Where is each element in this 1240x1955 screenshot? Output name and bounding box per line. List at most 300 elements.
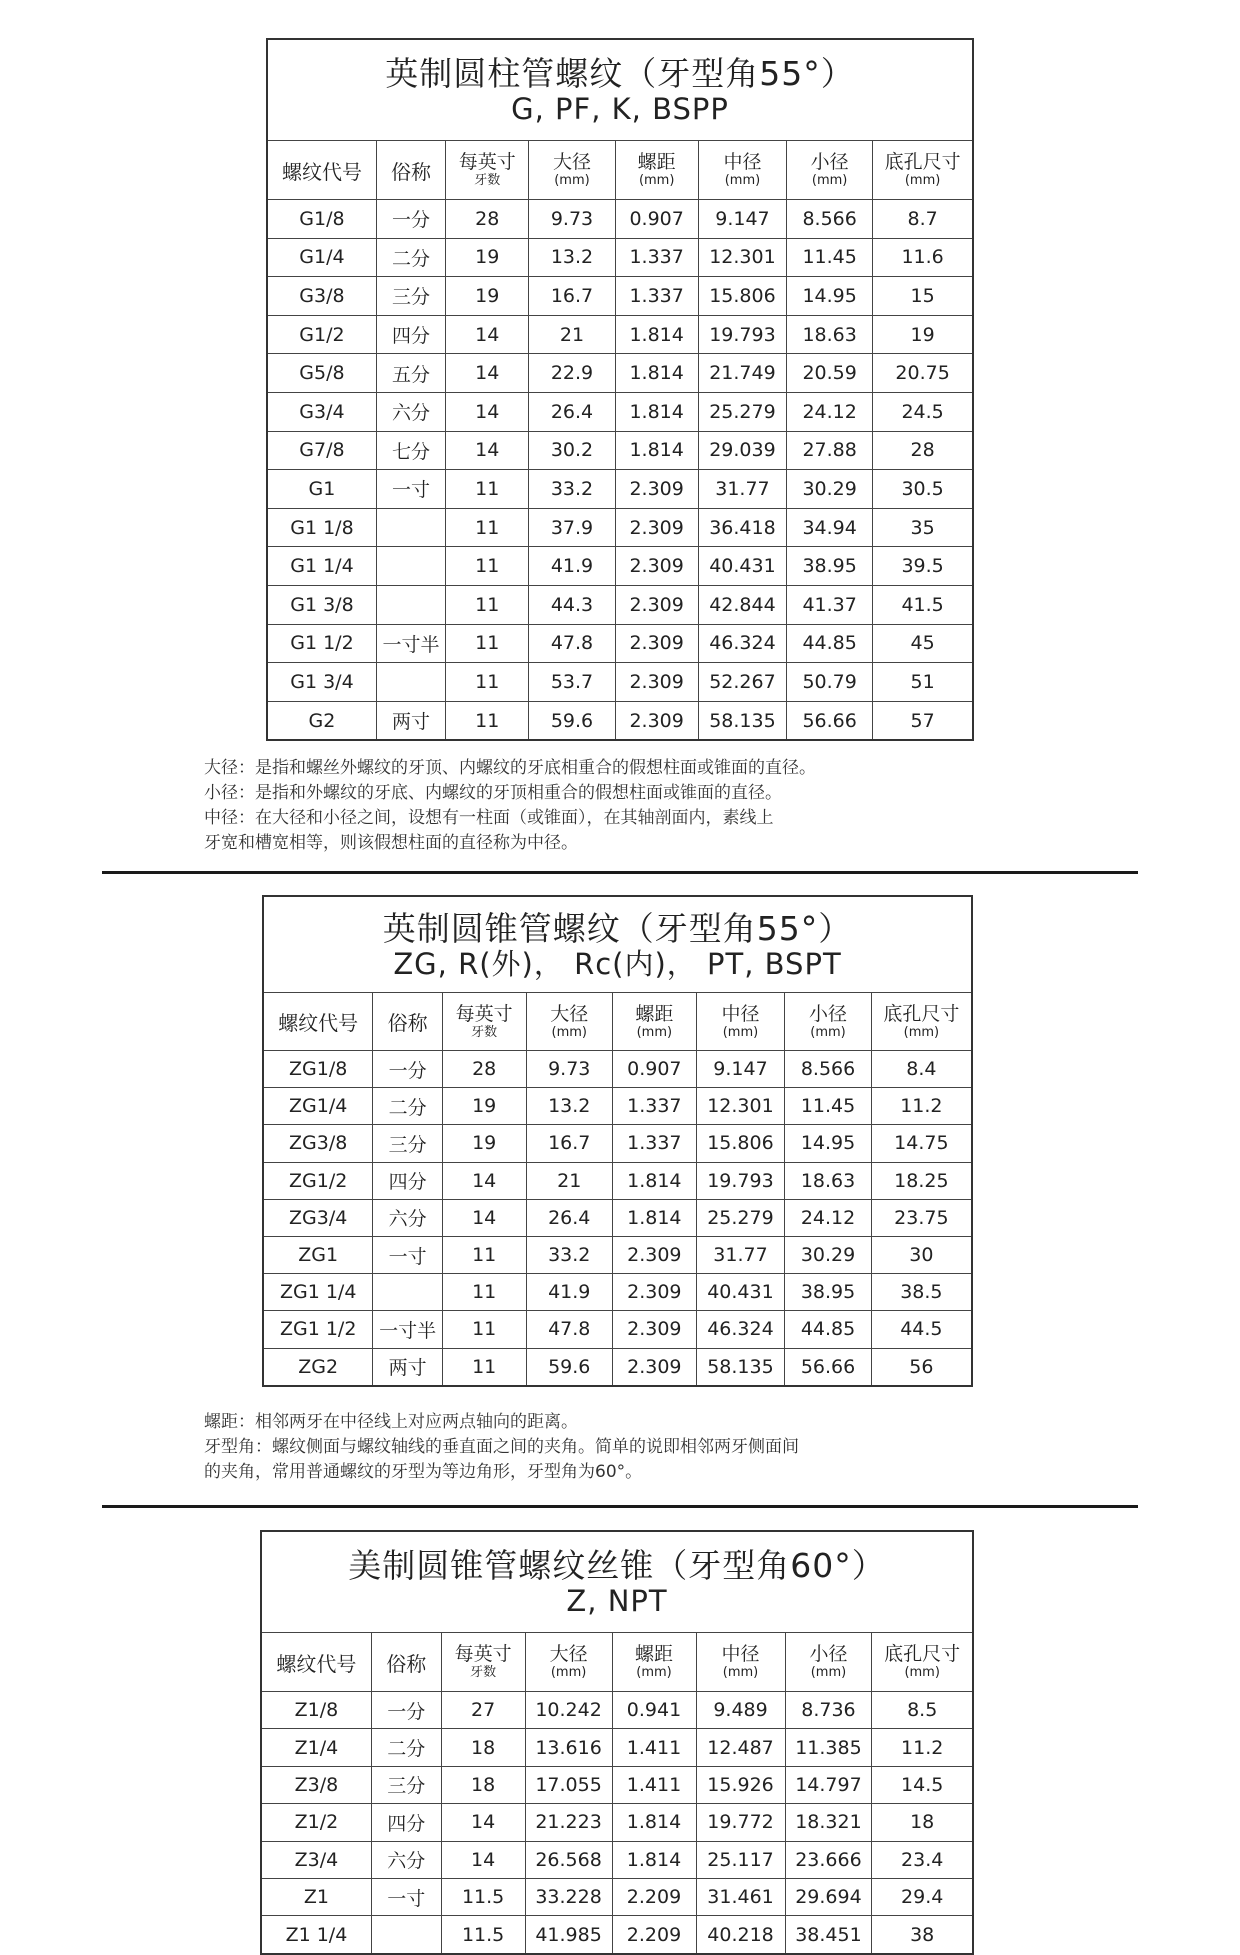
table-cell: 17.055 (525, 1766, 612, 1803)
table-cell: 24.12 (785, 1199, 871, 1236)
table-cell: ZG1/8 (263, 1051, 373, 1088)
note-line: 大径：是指和螺丝外螺纹的牙顶、内螺纹的牙底相重合的假想柱面或锥面的直径。 (204, 758, 816, 778)
table-cell: 34.94 (787, 508, 873, 547)
column-header (873, 141, 973, 200)
column-header-label: 螺距 (637, 151, 676, 173)
table-cell: 14.95 (785, 1125, 871, 1162)
table-cell: G7/8 (267, 431, 376, 470)
table-cell: 35 (873, 508, 973, 547)
table-cell: 一寸半 (376, 624, 445, 663)
table-row (263, 1348, 972, 1386)
table-cell: 57 (873, 701, 973, 740)
table-cell: 56.66 (785, 1348, 871, 1386)
table-cell: 19 (446, 277, 529, 316)
note-line: 牙宽和槽宽相等，则该假想柱面的直径称为中径。 (204, 833, 578, 853)
table-cell: 38.451 (785, 1916, 872, 1954)
table-cell: 28 (446, 200, 529, 239)
table-cell: 27 (441, 1692, 525, 1729)
table-cell: 1.337 (615, 238, 698, 277)
table-row (267, 663, 973, 702)
table-cell: 14.797 (785, 1766, 872, 1803)
column-header-unit: (mm) (551, 1024, 587, 1040)
table-cell: 25.117 (696, 1841, 785, 1878)
table-cell: 18.63 (787, 315, 873, 354)
table-cell: 36.418 (698, 508, 786, 547)
table-cell: 五分 (376, 354, 445, 393)
column-header-label: 底孔尺寸 (884, 151, 961, 173)
table-header-row (261, 1633, 973, 1692)
table-row (263, 1088, 972, 1125)
table-cell: 23.75 (871, 1199, 972, 1236)
table-cell: 一寸 (373, 1236, 442, 1273)
column-header (376, 141, 445, 200)
table-cell: G1 3/4 (267, 663, 376, 702)
table-row (261, 1692, 973, 1729)
table-cell: ZG1 1/4 (263, 1274, 373, 1311)
table-title (263, 896, 972, 993)
table-cell: 一分 (371, 1692, 441, 1729)
column-header-unit: (mm) (722, 1024, 759, 1040)
table-cell: 14.75 (871, 1125, 972, 1162)
table-cell: Z1/4 (261, 1729, 371, 1766)
table-cell: 19.793 (696, 1162, 785, 1199)
column-header-unit: (mm) (904, 1665, 940, 1680)
table-row (267, 624, 973, 663)
table-row (267, 200, 973, 239)
table-cell: 39.5 (873, 547, 973, 586)
table-cell: G5/8 (267, 354, 376, 393)
column-header-unit: (mm) (811, 173, 848, 188)
table-cell: 9.147 (696, 1051, 785, 1088)
table-cell: 8.566 (787, 200, 873, 239)
column-header (529, 141, 615, 200)
table-cell: 14 (446, 431, 529, 470)
table-row (263, 1236, 972, 1273)
table-cell: 33.2 (526, 1236, 612, 1273)
table-cell: 30 (871, 1236, 972, 1273)
table-cell: 10.242 (525, 1692, 612, 1729)
column-header-label: 大径 (550, 1002, 589, 1025)
table-cell: 13.2 (529, 238, 615, 277)
table-cell: 41.37 (787, 585, 873, 624)
table-cell: 46.324 (696, 1311, 785, 1348)
table-cell: 两寸 (376, 701, 445, 740)
table-cell: 15 (873, 277, 973, 316)
table-cell: 59.6 (529, 701, 615, 740)
column-header (525, 1633, 612, 1692)
table-row (267, 315, 973, 354)
table-cell: 18.25 (871, 1162, 972, 1199)
table-title-standards: Z, NPT (566, 1584, 668, 1619)
table-cell: G1 1/4 (267, 547, 376, 586)
table-cell: 33.2 (529, 470, 615, 509)
table-cell (376, 663, 445, 702)
table-cell: ZG2 (263, 1348, 373, 1386)
table-cell: 19 (873, 315, 973, 354)
table-cell: 44.85 (785, 1311, 871, 1348)
table-cell: 11.2 (871, 1088, 972, 1125)
column-header (373, 993, 442, 1051)
table-cell: 11.385 (785, 1729, 872, 1766)
column-header-label: 中径 (723, 151, 762, 173)
column-header (696, 993, 785, 1051)
table-cell: 14.5 (872, 1766, 973, 1803)
table-cell: 47.8 (526, 1311, 612, 1348)
table-cell: 26.568 (525, 1841, 612, 1878)
table-cell: 2.309 (615, 470, 698, 509)
table-cell: 15.926 (696, 1766, 785, 1803)
table-cell: G1 1/2 (267, 624, 376, 663)
table-row (263, 1199, 972, 1236)
column-header-label: 每英寸 (455, 1002, 513, 1025)
column-header-unit: 牙数 (474, 173, 501, 188)
table-cell: 18 (872, 1804, 973, 1841)
table-cell: 六分 (373, 1199, 442, 1236)
table-cell: G1 1/8 (267, 508, 376, 547)
table-cell: G1 (267, 470, 376, 509)
table-cell: 56 (871, 1348, 972, 1386)
table-cell: 14 (442, 1199, 526, 1236)
table-cell: 31.77 (696, 1236, 785, 1273)
table-cell: 44.85 (787, 624, 873, 663)
table-cell: 2.309 (615, 624, 698, 663)
table-cell: G2 (267, 701, 376, 740)
table-cell: 29.694 (785, 1878, 872, 1915)
table-cell: 1.814 (615, 315, 698, 354)
column-header-label: 俗称 (386, 1651, 427, 1676)
table-title-main: 美制圆锥管螺纹丝锥（牙型角60°） (348, 1546, 886, 1586)
table-cell: 29.4 (872, 1878, 973, 1915)
table-cell: G1/8 (267, 200, 376, 239)
table-cell: 14 (446, 315, 529, 354)
table-cell: 19.793 (698, 315, 786, 354)
table-cell: 11 (442, 1274, 526, 1311)
table-cell: 50.79 (787, 663, 873, 702)
table-cell: 一分 (373, 1051, 442, 1088)
table-cell: 二分 (373, 1088, 442, 1125)
table-cell: 1.337 (613, 1125, 697, 1162)
table-cell: 22.9 (529, 354, 615, 393)
column-header (612, 1633, 696, 1692)
column-header (698, 141, 786, 200)
table-cell: Z1 1/4 (261, 1916, 371, 1954)
table-cell: 19.772 (696, 1804, 785, 1841)
table-row (261, 1766, 973, 1803)
column-header-label: 螺纹代号 (276, 1651, 357, 1676)
column-header-label: 底孔尺寸 (883, 1002, 960, 1025)
table-cell: 三分 (373, 1125, 442, 1162)
table-row (267, 354, 973, 393)
table-title-standards: ZG, R(外)， Rc(内)， PT, BSPT (393, 946, 842, 981)
table-header-row (267, 141, 973, 200)
table-cell: 47.8 (529, 624, 615, 663)
table-cell: 2.309 (613, 1348, 697, 1386)
table-cell: 0.907 (615, 200, 698, 239)
table-cell: 28 (873, 431, 973, 470)
table-title-row (263, 896, 972, 993)
table-cell: 20.59 (787, 354, 873, 393)
table-cell: 19 (446, 238, 529, 277)
table-cell: 8.7 (873, 200, 973, 239)
table-cell: 2.309 (615, 585, 698, 624)
table-cell: ZG3/4 (263, 1199, 373, 1236)
table-cell: 14 (441, 1804, 525, 1841)
column-header-label: 俗称 (387, 1011, 428, 1035)
table-cell: 1.814 (612, 1841, 696, 1878)
note-line: 牙型角：螺纹侧面与螺纹轴线的垂直面之间的夹角。简单的说即相邻两牙侧面间 (204, 1437, 799, 1457)
table-cell: 26.4 (526, 1199, 612, 1236)
column-header-label: 中径 (721, 1002, 760, 1025)
table-cell: 12.301 (698, 238, 786, 277)
column-header (526, 993, 612, 1051)
table-row (261, 1729, 973, 1766)
notes-pitch-angle (204, 1410, 799, 1485)
table-cell: ZG1/2 (263, 1162, 373, 1199)
table-cell: 18.321 (785, 1804, 872, 1841)
column-header (441, 1633, 525, 1692)
table-cell: 25.279 (698, 392, 786, 431)
column-header (871, 993, 972, 1051)
table-cell: ZG1/4 (263, 1088, 373, 1125)
table-title (267, 39, 973, 141)
table-row (261, 1841, 973, 1878)
table-row (263, 1311, 972, 1348)
table-cell: 2.209 (612, 1878, 696, 1915)
thread-table-bspp (266, 38, 974, 741)
table-cell: 1.337 (615, 277, 698, 316)
table-header-row (263, 993, 972, 1051)
table-cell: G1/2 (267, 315, 376, 354)
table-cell: 一寸 (371, 1878, 441, 1915)
column-header-label: 大径 (549, 1643, 588, 1665)
table-cell: 30.5 (873, 470, 973, 509)
column-header-label: 大径 (552, 151, 591, 173)
table-cell: 11 (446, 508, 529, 547)
thread-table-npt (260, 1530, 974, 1955)
table-cell: 11 (442, 1311, 526, 1348)
table-cell: Z1/8 (261, 1692, 371, 1729)
table-row (267, 508, 973, 547)
column-header-unit: (mm) (724, 173, 761, 188)
table-cell: 11 (446, 585, 529, 624)
table-cell: 12.301 (696, 1088, 785, 1125)
table-cell: 13.616 (525, 1729, 612, 1766)
table-cell: 三分 (371, 1766, 441, 1803)
table-row (263, 1274, 972, 1311)
table-row (267, 392, 973, 431)
column-header (872, 1633, 973, 1692)
column-header (785, 993, 871, 1051)
table-cell: 30.29 (787, 470, 873, 509)
column-header-unit: (mm) (636, 1665, 672, 1680)
column-header-unit: 牙数 (470, 1665, 497, 1680)
table-cell: 11.2 (872, 1729, 973, 1766)
table-cell: Z3/4 (261, 1841, 371, 1878)
table-title-standards: G, PF, K, BSPP (511, 92, 729, 127)
column-header-unit: (mm) (810, 1665, 847, 1680)
table-cell: 40.431 (698, 547, 786, 586)
table-title-main: 英制圆柱管螺纹（牙型角55°） (385, 54, 855, 94)
table-cell: 44.3 (529, 585, 615, 624)
column-header-label: 底孔尺寸 (884, 1643, 961, 1665)
column-header-label: 每英寸 (458, 151, 516, 173)
table-cell: 四分 (373, 1162, 442, 1199)
table-cell: Z1 (261, 1878, 371, 1915)
column-header (446, 141, 529, 200)
section-divider (102, 871, 1138, 874)
column-header-unit: (mm) (903, 1024, 940, 1040)
table-cell: 1.337 (613, 1088, 697, 1125)
table-cell (376, 585, 445, 624)
table-cell: 一寸半 (373, 1311, 442, 1348)
table-row (261, 1804, 973, 1841)
table-cell: 28 (442, 1051, 526, 1088)
table-cell: 12.487 (696, 1729, 785, 1766)
table-cell: 9.147 (698, 200, 786, 239)
table-cell: 44.5 (871, 1311, 972, 1348)
column-header (613, 993, 697, 1051)
table-cell: 9.489 (696, 1692, 785, 1729)
table-cell: 19 (442, 1125, 526, 1162)
column-header (442, 993, 526, 1051)
column-header (615, 141, 698, 200)
table-cell: 2.309 (615, 508, 698, 547)
table-cell: 2.309 (615, 547, 698, 586)
table-cell: 19 (442, 1088, 526, 1125)
table-cell: 2.309 (613, 1274, 697, 1311)
table-cell: 11 (446, 547, 529, 586)
table-cell: 33.228 (525, 1878, 612, 1915)
table-cell: 11 (442, 1236, 526, 1273)
column-header (263, 993, 373, 1051)
table-cell: 18 (441, 1729, 525, 1766)
table-cell: 40.218 (696, 1916, 785, 1954)
table-cell: 9.73 (529, 200, 615, 239)
column-header (371, 1633, 441, 1692)
column-header-label: 中径 (721, 1643, 760, 1665)
table-cell: G1 3/8 (267, 585, 376, 624)
column-header-label: 小径 (809, 1002, 848, 1025)
table-cell: 11.5 (441, 1878, 525, 1915)
table-cell: 11 (446, 624, 529, 663)
table-cell: 21.223 (525, 1804, 612, 1841)
table-cell: 三分 (376, 277, 445, 316)
table-cell: 1.814 (615, 354, 698, 393)
table-cell: 24.12 (787, 392, 873, 431)
table-cell: 11.45 (787, 238, 873, 277)
table-cell: 1.411 (612, 1729, 696, 1766)
table-cell: G3/8 (267, 277, 376, 316)
column-header-unit: (mm) (550, 1665, 587, 1680)
table-cell: 1.814 (615, 431, 698, 470)
table-cell: 二分 (371, 1729, 441, 1766)
table-cell: 8.736 (785, 1692, 872, 1729)
column-header-unit: (mm) (810, 1024, 846, 1040)
table-cell: 一分 (376, 200, 445, 239)
table-cell: 13.2 (526, 1088, 612, 1125)
table-cell: 1.814 (615, 392, 698, 431)
table-cell: 11.45 (785, 1088, 871, 1125)
table-cell: 23.666 (785, 1841, 872, 1878)
table-title-row (261, 1531, 973, 1633)
column-header (787, 141, 873, 200)
table-row (263, 1162, 972, 1199)
column-header-unit: (mm) (722, 1665, 759, 1680)
note-line: 螺距：相邻两牙在中径线上对应两点轴向的距离。 (204, 1412, 578, 1432)
table-row (261, 1878, 973, 1915)
table-cell (376, 508, 445, 547)
table-cell: 26.4 (529, 392, 615, 431)
table-cell: 41.985 (525, 1916, 612, 1954)
table-cell (373, 1274, 442, 1311)
table-cell: 1.814 (613, 1199, 697, 1236)
table-cell: 41.5 (873, 585, 973, 624)
table-cell: 两寸 (373, 1348, 442, 1386)
table-cell: 0.907 (613, 1051, 697, 1088)
table-cell: 14 (446, 392, 529, 431)
table-row (261, 1916, 973, 1954)
table-cell: 38.5 (871, 1274, 972, 1311)
table-cell: 18.63 (785, 1162, 871, 1199)
table-row (267, 238, 973, 277)
table-cell: Z1/2 (261, 1804, 371, 1841)
table-cell: 38.95 (785, 1274, 871, 1311)
table-row (263, 1125, 972, 1162)
table-cell: 14 (441, 1841, 525, 1878)
table-cell: 9.73 (526, 1051, 612, 1088)
column-header-unit: (mm) (904, 173, 941, 188)
table-cell: 8.566 (785, 1051, 871, 1088)
table-cell: 11.6 (873, 238, 973, 277)
column-header-label: 螺纹代号 (281, 159, 362, 184)
table-cell: ZG1 (263, 1236, 373, 1273)
table-cell: 25.279 (696, 1199, 785, 1236)
table-cell: 23.4 (872, 1841, 973, 1878)
table-cell: 21 (529, 315, 615, 354)
table-cell: 21.749 (698, 354, 786, 393)
table-cell: 四分 (371, 1804, 441, 1841)
table-cell: 52.267 (698, 663, 786, 702)
table-cell: 27.88 (787, 431, 873, 470)
table-cell: 41.9 (526, 1274, 612, 1311)
table-cell: 14.95 (787, 277, 873, 316)
table-cell: 18 (441, 1766, 525, 1803)
column-header-label: 小径 (810, 151, 849, 173)
table-row (267, 547, 973, 586)
table-cell: 1.814 (612, 1804, 696, 1841)
table-row (267, 431, 973, 470)
table-cell: 14 (446, 354, 529, 393)
column-header (261, 1633, 371, 1692)
note-line: 的夹角，常用普通螺纹的牙型为等边角形，牙型角为60°。 (204, 1462, 643, 1482)
table-cell: 四分 (376, 315, 445, 354)
table-row (267, 470, 973, 509)
table-cell: 30.2 (529, 431, 615, 470)
table-row (267, 585, 973, 624)
note-line: 小径：是指和外螺纹的牙底、内螺纹的牙顶相重合的假想柱面或锥面的直径。 (204, 783, 782, 803)
table-cell: 53.7 (529, 663, 615, 702)
table-cell: 2.309 (613, 1236, 697, 1273)
table-cell: 8.4 (871, 1051, 972, 1088)
column-header (267, 141, 376, 200)
table-cell: 45 (873, 624, 973, 663)
column-header-label: 俗称 (391, 159, 432, 184)
table-cell: 1.814 (613, 1162, 697, 1199)
column-header-label: 螺距 (635, 1643, 674, 1665)
table-cell: 38.95 (787, 547, 873, 586)
table-cell: 一寸 (376, 470, 445, 509)
table-cell: 56.66 (787, 701, 873, 740)
